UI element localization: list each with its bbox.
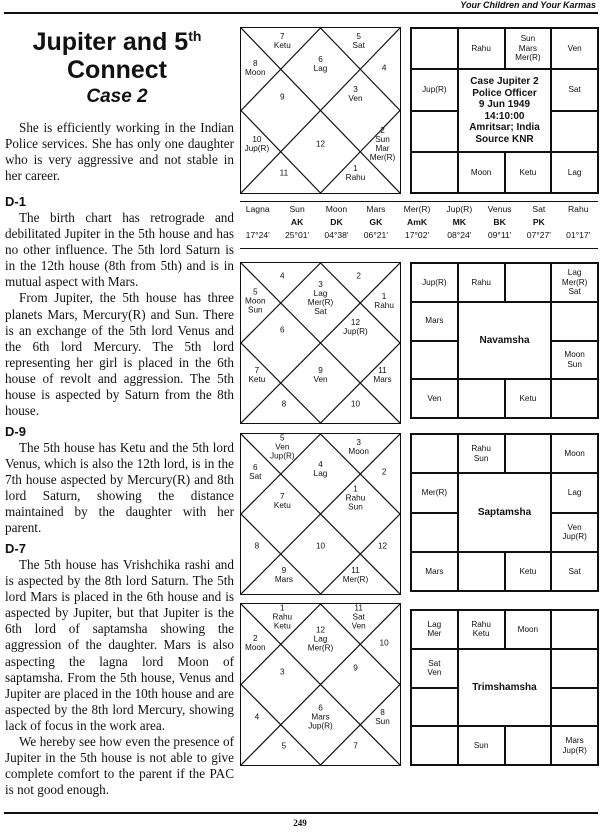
sign-cell (411, 111, 458, 152)
sign-cell: Ketu (505, 379, 552, 418)
karaka-cell: DK (330, 217, 343, 227)
sign-cell (411, 726, 458, 765)
karaka-cell: AK (290, 217, 304, 227)
sign-cell: Sat (551, 552, 598, 591)
house-label: 9 Mars (274, 565, 294, 584)
planet-name-cell: Mars (366, 204, 386, 214)
sign-cell: Lag Mer (411, 610, 458, 649)
sign-cell: Mars (411, 302, 458, 341)
house-label: 5 Sat (352, 32, 365, 51)
degree-cell: 17°02' (404, 230, 430, 240)
sign-cell: Sat (551, 69, 598, 110)
sign-cell: Rahu Sun (458, 434, 505, 473)
karaka-cell: PK (532, 217, 545, 227)
degree-cell: 07°27' (526, 230, 551, 240)
sign-cell: Ven Jup(R) (551, 513, 598, 552)
sign-cell (411, 341, 458, 380)
page-title: Jupiter and 5th Connect (32, 28, 202, 85)
house-label: 12 (377, 541, 388, 551)
house-label: 6 Sat (249, 463, 262, 482)
karaka-cell: MK (452, 217, 466, 227)
karaka-row (238, 216, 598, 229)
house-label: 7 Ketu (248, 366, 266, 384)
planet-name-cell: Sun (289, 204, 305, 214)
sign-cell: Lag Mer(R) Sat (551, 263, 598, 302)
degree-cell: 17°24' (245, 230, 270, 240)
house-label: 8 (281, 399, 287, 409)
section-d7: D-7 The 5th house has Vrishchika rashi and is aspected by the 8th lord Saturn. The 5th lord Mars is placed in the 6th house and is aspected by Jupiter, but that Jupiter is the 6th lord of saptamsha showing the aggression of the daughter. Mars is also aspecting the lagna lord Moon of saptamsha. From the 5th house, Venus and Jupiter are placed in the 10th house and are aspected by the 8th lord Mercury, showing lack of focus in the work area. We hereby see how even the presence of Jupiter in the 5th house is not able to give complete comfort to the parent if the PAC is not good enough. (5, 541, 234, 798)
chart-center-label: Navamsha (458, 302, 552, 380)
house-label: 6 (280, 325, 285, 335)
sign-cell: Sat Ven (411, 649, 458, 688)
d9-chart (240, 262, 401, 424)
house-label: 4 Lag (313, 460, 328, 479)
chart-center-label: Trimshamsha (458, 649, 552, 727)
sign-cell: Mars Jup(R) (551, 726, 598, 765)
section-d9: D-9 The 5th house has Ketu and the 5th lord Venus, which is also the 12th lord, is in the 7th house aspected by Mercury(R) and 8th lord Saturn, showing the distance maintained by the daughter with her parent. (5, 424, 234, 536)
sign-cell: Sun (458, 726, 505, 765)
running-header: Your Children and Your Karmas (460, 0, 596, 10)
sign-cell (411, 28, 458, 69)
house-label: 1 Rahu (345, 164, 366, 183)
house-label: 8 (254, 541, 260, 551)
house-label: 7 Ketu (273, 32, 291, 51)
planet-names-row (238, 203, 598, 216)
case-subtitle: Case 2 (86, 86, 148, 107)
d1-chart-lines (241, 28, 400, 193)
karaka-cell: GK (369, 217, 383, 227)
house-label: 11 (279, 168, 289, 178)
navamsha-south (410, 262, 599, 419)
house-label: 10 (350, 399, 361, 409)
house-label: 6 Mars Jup(R) (308, 703, 333, 731)
degree-cell: 09°11' (487, 230, 512, 240)
intro-paragraph: She is efficiently working in the Indian Police services. She has only one daughter who is very aggressive and not stable in her career. (5, 120, 234, 184)
karaka-cell: AmK (407, 217, 428, 227)
house-label: 8 Sun (375, 707, 390, 726)
karaka-cell: BK (493, 217, 506, 227)
sign-cell: Ketu (505, 552, 552, 591)
sign-cell: Ketu (505, 152, 552, 193)
planet-name-cell: Mer(R) (403, 204, 431, 214)
house-label: 11 Sat Ven (351, 603, 366, 631)
house-label: 3 (280, 667, 285, 677)
house-label: 10 (379, 638, 389, 648)
sign-cell (411, 513, 458, 552)
house-label: 11 Mars (373, 366, 392, 384)
house-label: 4 (254, 712, 260, 722)
sign-cell (411, 434, 458, 473)
karaka-cell (559, 216, 599, 229)
house-label: 8 Moon (245, 58, 266, 77)
sign-cell (505, 434, 552, 473)
sign-cell: Mars (411, 552, 458, 591)
sign-cell (458, 552, 505, 591)
d7-chart (240, 433, 401, 595)
house-label: 9 (353, 663, 358, 673)
planet-name-cell: Venus (487, 204, 512, 214)
planet-name-cell: Rahu (567, 204, 589, 214)
planet-name-cell: Moon (325, 204, 348, 214)
sign-cell: Mer(R) (411, 473, 458, 512)
chart-center-label: Saptamsha (458, 473, 552, 552)
sign-cell: Moon Sun (551, 341, 598, 380)
sign-cell: Rahu (458, 263, 505, 302)
footer-rule (4, 812, 598, 814)
house-label: 12 Jup(R) (343, 318, 368, 336)
sign-cell: Moon (458, 152, 505, 193)
house-label: 10 (315, 541, 326, 551)
page-number: 249 (293, 818, 307, 828)
house-label: 9 (280, 92, 285, 102)
house-label: 2 (381, 467, 387, 477)
house-label: 5 Moon Sun (245, 287, 266, 315)
section-d1: D-1 The birth chart has retrograde and debilitated Jupiter in the 5th house and has no other influence. The 5th lord Saturn is in the 12th house (8th from 5th) and is in mutual aspect with Mars. From Jupiter, the 5th house has three planets Mars, Mercury(R) and Sun. There is an exchange of the 5th lord Venus and the 6th lord Mercury. The 5th lord representing her girl is placed in the 6th house of revolt and aggression. The 5th house is aspected by Saturn from the 8th house. (5, 194, 234, 419)
house-label: 11 Mer(R) (342, 565, 369, 584)
sign-cell: Rahu Ketu (458, 610, 505, 649)
sign-cell: Jup(R) (411, 263, 458, 302)
karaka-cell (238, 216, 277, 229)
sign-cell: Lag (551, 152, 598, 193)
house-label: 6 Lag (313, 55, 328, 74)
sign-cell: Ven (551, 28, 598, 69)
house-label: 10 Jup(R) (244, 134, 270, 153)
sign-cell (411, 152, 458, 193)
house-label: 2 Sun Mar Mer(R) (369, 125, 396, 162)
house-label: 1 Rahu Sun (345, 484, 366, 512)
sign-cell (505, 726, 552, 765)
house-label: 12 (315, 139, 326, 148)
sign-cell: Lag (551, 473, 598, 512)
degree-row (238, 229, 598, 242)
sign-cell (458, 379, 505, 418)
sign-cell (551, 688, 598, 727)
degree-cell: 08°24' (447, 230, 472, 240)
house-label: 4 (381, 63, 387, 73)
sign-cell: Ven (411, 379, 458, 418)
house-label: 5 (281, 741, 287, 751)
saptamsha-south (410, 433, 599, 592)
house-label: 9 Ven (313, 366, 328, 384)
house-label: 5 Ven Jup(R) (270, 433, 295, 461)
sign-cell (505, 263, 552, 302)
sign-cell: Sun Mars Mer(R) (505, 28, 552, 69)
d30-chart (240, 603, 401, 766)
house-label: 1 Rahu Ketu (272, 603, 293, 631)
sign-cell: Rahu (458, 28, 505, 69)
house-label: 1 Rahu (374, 292, 394, 311)
sign-cell (551, 649, 598, 688)
house-label: 12 Lag Mer(R) (307, 625, 334, 653)
house-label: 2 (356, 271, 361, 281)
chart-center-label: Case Jupiter 2 Police Officer 9 Jun 1949 14:10:00 Amritsar; India Source KNR (458, 69, 552, 152)
house-label: 7 Ketu (273, 492, 291, 511)
planet-positions-table (238, 203, 598, 242)
house-label: 3 Moon (348, 437, 369, 456)
degree-cell: 04°38' (324, 230, 349, 240)
trimshamsha-south (410, 609, 599, 766)
house-label: 2 Moon (245, 633, 266, 652)
planet-name-cell: Jup(R) (446, 204, 473, 214)
d1-south (410, 27, 599, 194)
house-label: 3 Ven (348, 85, 363, 103)
sign-cell (551, 379, 598, 418)
planet-name-cell: Sat (532, 204, 546, 214)
header-rule (4, 12, 598, 14)
d7-chart-lines (241, 434, 400, 594)
planet-name-cell: Lagna (245, 204, 270, 214)
sign-cell (551, 302, 598, 341)
d1-chart (240, 27, 401, 194)
house-label: 3 Lag Mer(R) Sat (307, 280, 334, 317)
sign-cell: Jup(R) (411, 69, 458, 110)
sign-cell: Moon (551, 434, 598, 473)
sign-cell: Moon (505, 610, 552, 649)
house-label: 7 (353, 741, 358, 751)
sign-cell (551, 610, 598, 649)
degree-cell: 25°01' (284, 230, 310, 240)
house-label: 4 (280, 271, 285, 281)
sign-cell (551, 111, 598, 152)
degree-cell: 01°17' (566, 230, 591, 240)
sign-cell (411, 688, 458, 727)
degree-cell: 06°21' (363, 230, 388, 240)
